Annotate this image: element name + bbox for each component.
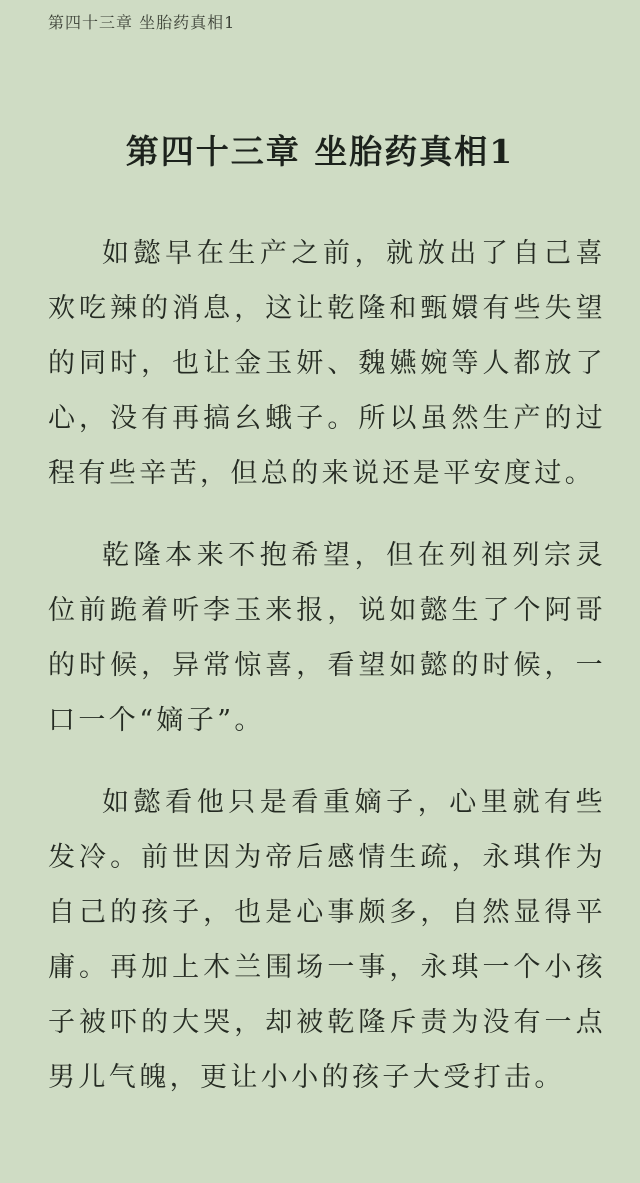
chapter-body xyxy=(48,226,606,1132)
paragraph-3: 如懿看他只是看重嫡子，心里就有些发冷。前世因为帝后感情生疏，永琪作为自己的孩子，也是心事颇多，自然显得平庸。再加上木兰围场一事，永琪一个小孩子被吓的大哭，却被乾隆斥责为没有一点男儿气魄，更让小小的孩子大受打击。 xyxy=(48,787,606,1093)
running-title: 第四十三章 坐胎药真相1 xyxy=(48,13,236,32)
paragraph-2: 乾隆本来不抱希望，但在列祖列宗灵位前跪着听李玉来报，说如懿生了个阿哥的时候，异常惊喜，看望如懿的时候，一口一个“嫡子”。 xyxy=(48,540,606,736)
reader-header xyxy=(0,0,640,44)
paragraph-1: 如懿早在生产之前，就放出了自己喜欢吃辣的消息，这让乾隆和甄嬛有些失望的同时，也让金玉妍、魏嬿婉等人都放了心，没有再搞幺蛾子。所以虽然生产的过程有些辛苦，但总的来说还是平安度过。 xyxy=(48,238,606,489)
chapter-title: 第四十三章 坐胎药真相1 xyxy=(125,132,515,171)
